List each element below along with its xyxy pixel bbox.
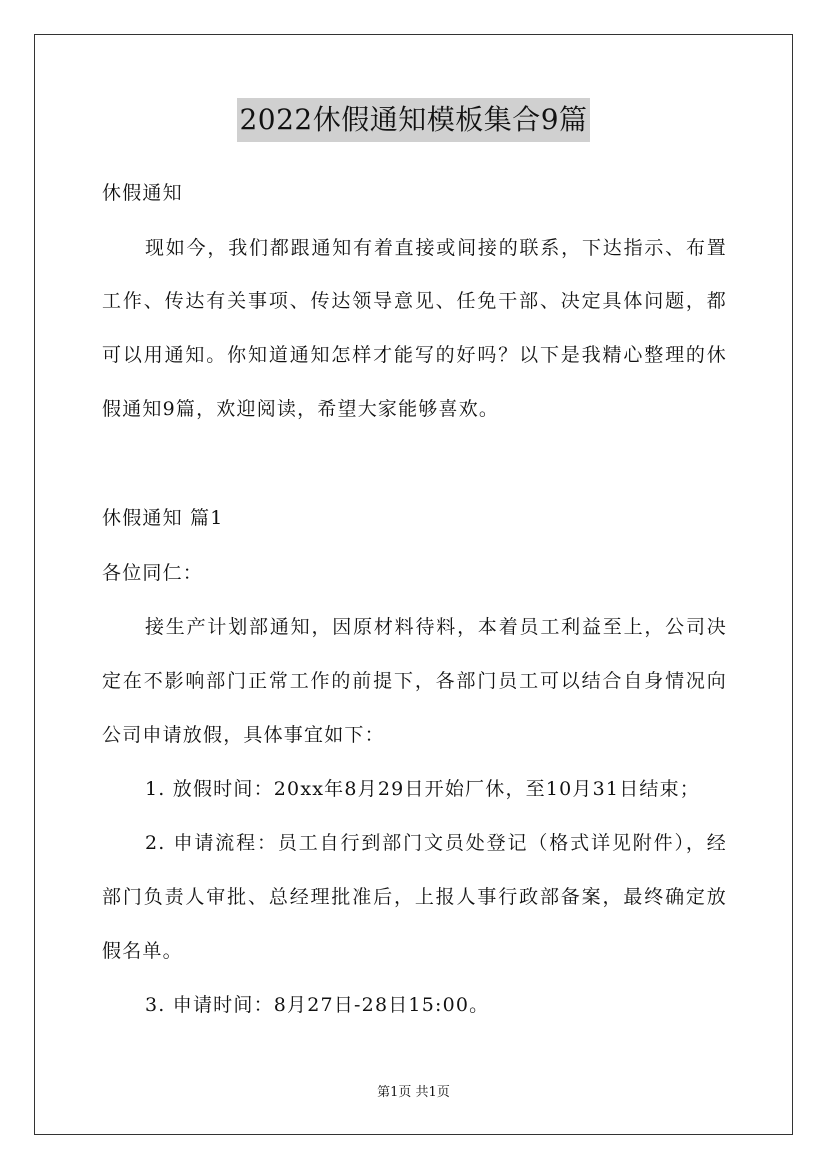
paragraph-line: 假通知9篇，欢迎阅读，希望大家能够喜欢。	[102, 398, 500, 420]
title-container	[0, 98, 827, 142]
paragraph-line: 公司申请放假，具体事宜如下：	[102, 724, 385, 746]
section-heading: 休假通知 篇1	[102, 507, 224, 529]
paragraph-line: 假名单。	[102, 940, 183, 962]
paragraph-line: 定在不影响部门正常工作的前提下，各部门员工可以结合自身情况向	[102, 670, 727, 692]
paragraph-line: 部门负责人审批、总经理批准后，上报人事行政部备案，最终确定放	[102, 886, 727, 908]
list-item: 1. 放假时间：20xx年8月29日开始厂休，至10月31日结束；	[145, 778, 700, 800]
list-item: 2. 申请流程：员工自行到部门文员处登记（格式详见附件），经	[145, 832, 727, 854]
salutation: 各位同仁：	[102, 562, 204, 584]
section-heading: 休假通知	[102, 182, 183, 204]
list-item: 3. 申请时间：8月27日-28日15:00。	[145, 994, 490, 1016]
paragraph-line: 可以用通知。你知道通知怎样才能写的好吗？以下是我精心整理的休	[102, 344, 727, 366]
paragraph-line: 接生产计划部通知，因原材料待料，本着员工利益至上，公司决	[145, 616, 727, 638]
document-title: 2022休假通知模板集合9篇	[237, 98, 589, 142]
paragraph-line: 现如今，我们都跟通知有着直接或间接的联系，下达指示、布置	[145, 237, 727, 259]
paragraph-line: 工作、传达有关事项、传达领导意见、任免干部、决定具体问题，都	[102, 290, 727, 312]
page-footer: 第1页 共1页	[377, 1085, 450, 1100]
